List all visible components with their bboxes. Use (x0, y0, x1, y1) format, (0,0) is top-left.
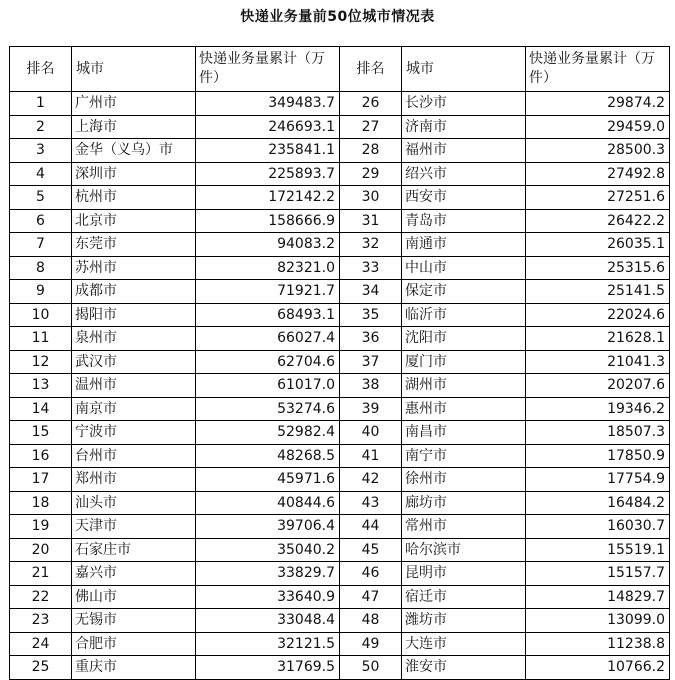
rank-cell: 31 (340, 209, 402, 233)
value-cell: 28500.3 (526, 139, 670, 163)
table-row (10, 139, 670, 163)
city-cell: 合肥市 (72, 632, 196, 656)
value-cell: 26422.2 (526, 209, 670, 233)
rank-cell: 29 (340, 162, 402, 186)
table-row (10, 115, 670, 139)
rank-cell: 1 (10, 92, 72, 116)
city-cell: 无锡市 (72, 609, 196, 633)
value-cell: 71921.7 (196, 280, 340, 304)
table-row (10, 209, 670, 233)
table-row (10, 397, 670, 421)
table-row (10, 186, 670, 210)
rank-cell: 20 (10, 538, 72, 562)
value-cell: 66027.4 (196, 327, 340, 351)
city-cell: 天津市 (72, 515, 196, 539)
table-row (10, 421, 670, 445)
value-cell: 19346.2 (526, 397, 670, 421)
value-cell: 29874.2 (526, 92, 670, 116)
table-row (10, 468, 670, 492)
rank-cell: 24 (10, 632, 72, 656)
table-row (10, 374, 670, 398)
city-cell: 湖州市 (402, 374, 526, 398)
table-row (10, 350, 670, 374)
table-row (10, 280, 670, 304)
header-value-left: 快递业务量累计（万件） (196, 47, 340, 92)
table-row (10, 538, 670, 562)
rank-cell: 44 (340, 515, 402, 539)
rank-cell: 22 (10, 585, 72, 609)
city-cell: 宁波市 (72, 421, 196, 445)
value-cell: 35040.2 (196, 538, 340, 562)
rank-cell: 34 (340, 280, 402, 304)
city-cell: 昆明市 (402, 562, 526, 586)
city-cell: 成都市 (72, 280, 196, 304)
value-cell: 82321.0 (196, 256, 340, 280)
table-row (10, 609, 670, 633)
header-value-right: 快递业务量累计（万件） (526, 47, 670, 92)
value-cell: 20207.6 (526, 374, 670, 398)
city-cell: 南宁市 (402, 444, 526, 468)
city-cell: 重庆市 (72, 656, 196, 680)
header-city-right: 城市 (402, 47, 526, 92)
rank-cell: 7 (10, 233, 72, 257)
rank-cell: 32 (340, 233, 402, 257)
rank-cell: 3 (10, 139, 72, 163)
rank-cell: 26 (340, 92, 402, 116)
city-cell: 福州市 (402, 139, 526, 163)
header-rank-left: 排名 (10, 47, 72, 92)
city-cell: 杭州市 (72, 186, 196, 210)
city-cell: 哈尔滨市 (402, 538, 526, 562)
table-row (10, 585, 670, 609)
rank-cell: 42 (340, 468, 402, 492)
city-cell: 惠州市 (402, 397, 526, 421)
city-cell: 沈阳市 (402, 327, 526, 351)
value-cell: 27251.6 (526, 186, 670, 210)
value-cell: 26035.1 (526, 233, 670, 257)
header-rank-right: 排名 (340, 47, 402, 92)
value-cell: 15519.1 (526, 538, 670, 562)
table-row (10, 491, 670, 515)
city-cell: 北京市 (72, 209, 196, 233)
header-city-left: 城市 (72, 47, 196, 92)
rank-cell: 8 (10, 256, 72, 280)
city-cell: 潍坊市 (402, 609, 526, 633)
rank-cell: 23 (10, 609, 72, 633)
city-cell: 济南市 (402, 115, 526, 139)
rank-cell: 49 (340, 632, 402, 656)
value-cell: 61017.0 (196, 374, 340, 398)
city-cell: 青岛市 (402, 209, 526, 233)
value-cell: 62704.6 (196, 350, 340, 374)
value-cell: 246693.1 (196, 115, 340, 139)
value-cell: 21041.3 (526, 350, 670, 374)
value-cell: 17850.9 (526, 444, 670, 468)
city-cell: 绍兴市 (402, 162, 526, 186)
rank-cell: 19 (10, 515, 72, 539)
value-cell: 33048.4 (196, 609, 340, 633)
value-cell: 48268.5 (196, 444, 340, 468)
rank-cell: 4 (10, 162, 72, 186)
table-row (10, 444, 670, 468)
rank-cell: 5 (10, 186, 72, 210)
city-cell: 石家庄市 (72, 538, 196, 562)
city-cell: 温州市 (72, 374, 196, 398)
value-cell: 33829.7 (196, 562, 340, 586)
rank-cell: 9 (10, 280, 72, 304)
value-cell: 21628.1 (526, 327, 670, 351)
value-cell: 68493.1 (196, 303, 340, 327)
rank-cell: 50 (340, 656, 402, 680)
city-cell: 武汉市 (72, 350, 196, 374)
rank-cell: 36 (340, 327, 402, 351)
city-cell: 大连市 (402, 632, 526, 656)
value-cell: 11238.8 (526, 632, 670, 656)
value-cell: 94083.2 (196, 233, 340, 257)
value-cell: 16030.7 (526, 515, 670, 539)
table-row (10, 562, 670, 586)
value-cell: 39706.4 (196, 515, 340, 539)
city-cell: 临沂市 (402, 303, 526, 327)
rank-cell: 45 (340, 538, 402, 562)
city-cell: 常州市 (402, 515, 526, 539)
rank-cell: 10 (10, 303, 72, 327)
city-cell: 南昌市 (402, 421, 526, 445)
value-cell: 235841.1 (196, 139, 340, 163)
rank-cell: 35 (340, 303, 402, 327)
rank-cell: 33 (340, 256, 402, 280)
rank-cell: 43 (340, 491, 402, 515)
table-body (10, 92, 670, 680)
city-cell: 广州市 (72, 92, 196, 116)
table-row (10, 303, 670, 327)
table-row (10, 327, 670, 351)
city-cell: 厦门市 (402, 350, 526, 374)
rank-cell: 46 (340, 562, 402, 586)
value-cell: 17754.9 (526, 468, 670, 492)
city-cell: 保定市 (402, 280, 526, 304)
value-cell: 16484.2 (526, 491, 670, 515)
rank-cell: 47 (340, 585, 402, 609)
city-cell: 郑州市 (72, 468, 196, 492)
rank-cell: 13 (10, 374, 72, 398)
rank-cell: 39 (340, 397, 402, 421)
city-cell: 揭阳市 (72, 303, 196, 327)
value-cell: 22024.6 (526, 303, 670, 327)
city-cell: 泉州市 (72, 327, 196, 351)
city-cell: 长沙市 (402, 92, 526, 116)
rank-cell: 28 (340, 139, 402, 163)
value-cell: 18507.3 (526, 421, 670, 445)
city-cell: 嘉兴市 (72, 562, 196, 586)
rank-cell: 2 (10, 115, 72, 139)
value-cell: 10766.2 (526, 656, 670, 680)
table-row (10, 162, 670, 186)
value-cell: 25315.6 (526, 256, 670, 280)
city-cell: 西安市 (402, 186, 526, 210)
rank-cell: 27 (340, 115, 402, 139)
table-row (10, 256, 670, 280)
rank-cell: 21 (10, 562, 72, 586)
rank-cell: 48 (340, 609, 402, 633)
rank-cell: 25 (10, 656, 72, 680)
value-cell: 25141.5 (526, 280, 670, 304)
rank-cell: 40 (340, 421, 402, 445)
value-cell: 32121.5 (196, 632, 340, 656)
rank-cell: 11 (10, 327, 72, 351)
value-cell: 52982.4 (196, 421, 340, 445)
rank-cell: 16 (10, 444, 72, 468)
value-cell: 29459.0 (526, 115, 670, 139)
rank-cell: 41 (340, 444, 402, 468)
table-row (10, 632, 670, 656)
city-cell: 南通市 (402, 233, 526, 257)
value-cell: 158666.9 (196, 209, 340, 233)
rank-cell: 37 (340, 350, 402, 374)
table-header-row (10, 47, 670, 92)
city-cell: 中山市 (402, 256, 526, 280)
city-cell: 深圳市 (72, 162, 196, 186)
rank-cell: 38 (340, 374, 402, 398)
city-cell: 东莞市 (72, 233, 196, 257)
rank-cell: 6 (10, 209, 72, 233)
value-cell: 33640.9 (196, 585, 340, 609)
value-cell: 14829.7 (526, 585, 670, 609)
city-cell: 上海市 (72, 115, 196, 139)
value-cell: 40844.6 (196, 491, 340, 515)
rank-cell: 18 (10, 491, 72, 515)
value-cell: 172142.2 (196, 186, 340, 210)
city-cell: 淮安市 (402, 656, 526, 680)
city-ranking-table (9, 46, 670, 680)
table-row (10, 515, 670, 539)
rank-cell: 15 (10, 421, 72, 445)
city-cell: 金华（义乌）市 (72, 139, 196, 163)
value-cell: 53274.6 (196, 397, 340, 421)
rank-cell: 30 (340, 186, 402, 210)
rank-cell: 12 (10, 350, 72, 374)
city-cell: 徐州市 (402, 468, 526, 492)
value-cell: 27492.8 (526, 162, 670, 186)
city-cell: 佛山市 (72, 585, 196, 609)
city-cell: 台州市 (72, 444, 196, 468)
value-cell: 15157.7 (526, 562, 670, 586)
value-cell: 45971.6 (196, 468, 340, 492)
table-row (10, 233, 670, 257)
table-row (10, 92, 670, 116)
table-row (10, 656, 670, 680)
city-cell: 汕头市 (72, 491, 196, 515)
rank-cell: 17 (10, 468, 72, 492)
city-cell: 廊坊市 (402, 491, 526, 515)
table-title: 快递业务量前50位城市情况表 (240, 9, 435, 25)
value-cell: 225893.7 (196, 162, 340, 186)
rank-cell: 14 (10, 397, 72, 421)
city-cell: 南京市 (72, 397, 196, 421)
value-cell: 349483.7 (196, 92, 340, 116)
city-cell: 宿迁市 (402, 585, 526, 609)
value-cell: 13099.0 (526, 609, 670, 633)
value-cell: 31769.5 (196, 656, 340, 680)
city-cell: 苏州市 (72, 256, 196, 280)
